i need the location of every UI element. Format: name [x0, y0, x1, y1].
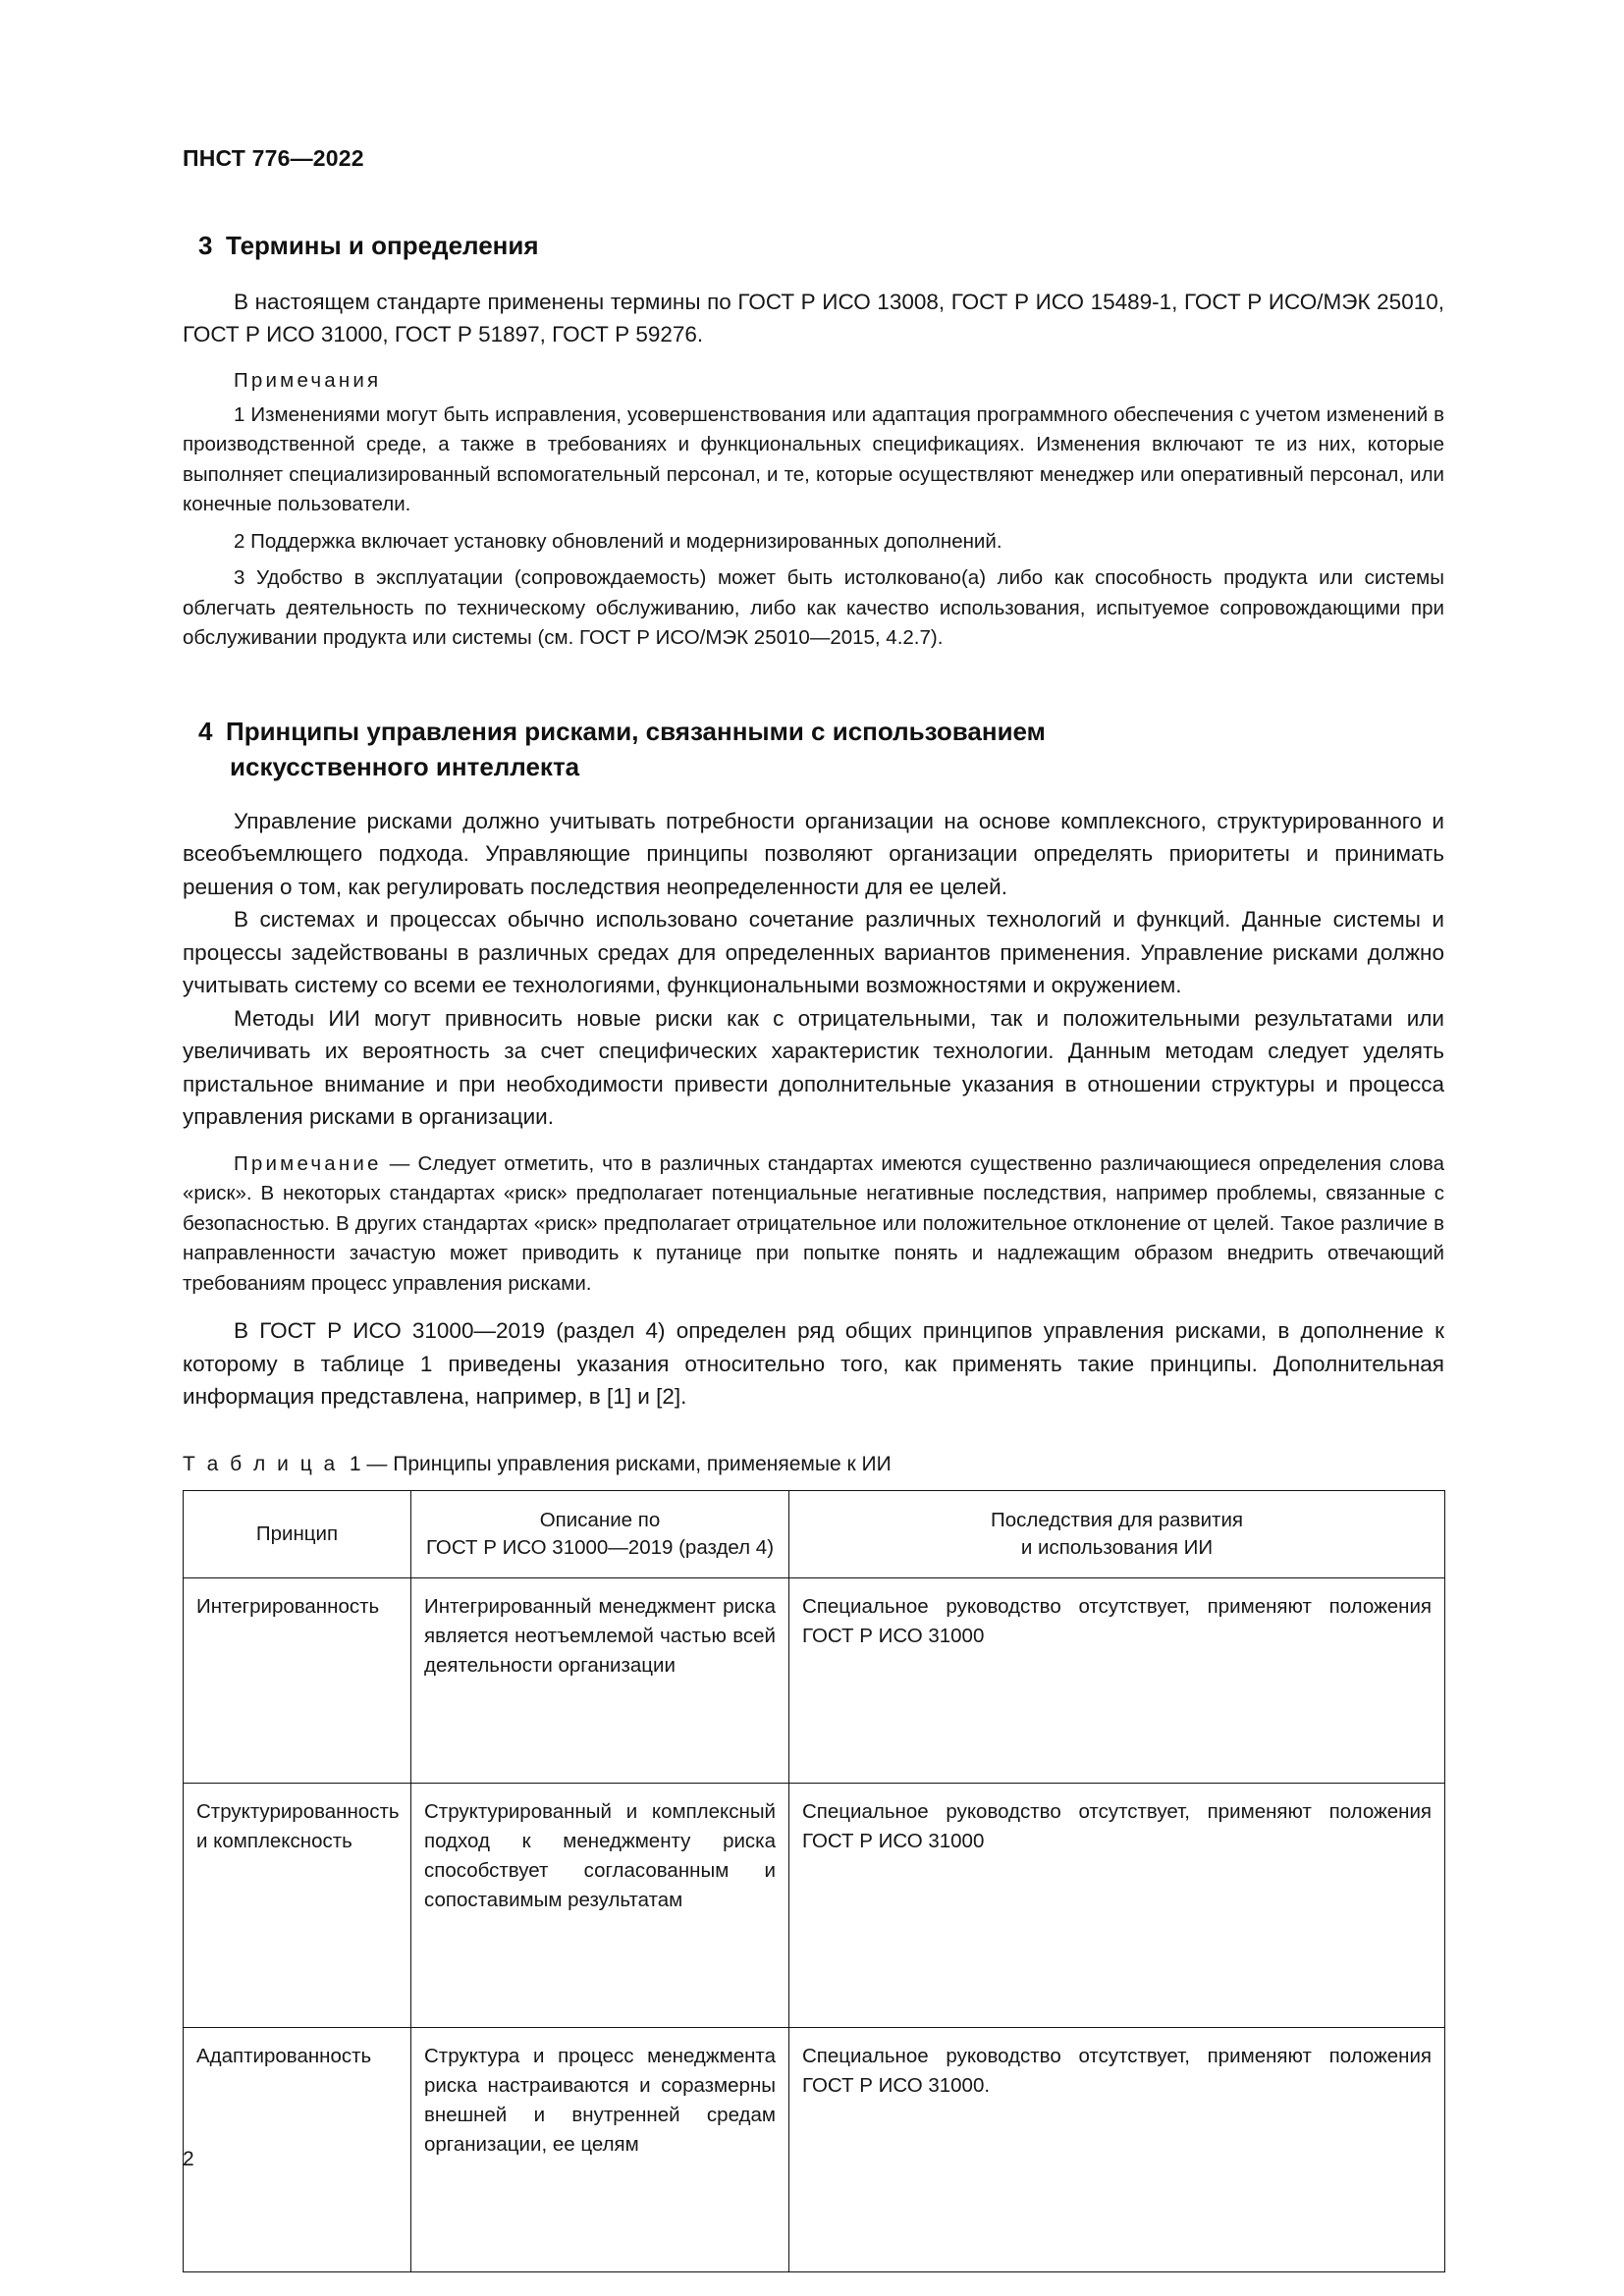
table-header-implications-line-2: и использования ИИ: [1020, 1535, 1214, 1559]
table-header-description: [411, 1490, 789, 1577]
notes-label: Примечания: [234, 368, 382, 392]
table-body: [184, 1577, 1445, 2271]
section-4-paragraph-3: Методы ИИ могут привносить новые риски как с отрицательными, так и положительными результатами или увеличивать их вероятность за счет специфических характеристик технологии. Данным методам следует уделять пристальное внимание и при необходимости привести дополнительные указания в отношении структуры и процесса управления рисками в организации.: [183, 1005, 1444, 1130]
section-3-number: 3: [198, 231, 213, 260]
section-4-note: [183, 1149, 1444, 1300]
table-row: [184, 1577, 1445, 1783]
table-cell-implications: Специальное руководство отсутствует, применяют положения ГОСТ Р ИСО 31000.: [789, 2027, 1445, 2271]
table-header-description-line-2: ГОСТ Р ИСО 31000—2019 (раздел 4): [425, 1535, 775, 1559]
section-3-title: Термины и определения: [226, 231, 539, 260]
section-4-paragraph-1: Управление рисками должно учитывать потребности организации на основе комплексного, структурированного и всеобъемлющего подхода. Управляющие принципы позволяют организации определять приоритеты и принимать решения о том, как регулировать последствия неопределенности для ее целей.: [183, 808, 1444, 899]
table-caption-label: Т а б л и ц а: [183, 1452, 339, 1475]
table-caption-number: 1: [349, 1452, 361, 1475]
section-4-closing-paragraph: В ГОСТ Р ИСО 31000—2019 (раздел 4) определен ряд общих принципов управления рисками, в дополнение к которому в таблице 1 приведены указания относительно того, как применять такие принципы. Дополнительная информация представлена, например, в [1] и [2].: [183, 1318, 1444, 1410]
table-row: [184, 2027, 1445, 2271]
page-content: [183, 145, 1444, 2272]
section-3-heading: [183, 229, 1444, 264]
table-row: [184, 1783, 1445, 2027]
table-cell-principle: Интегрированность: [184, 1577, 411, 1783]
section-4-note-text: Следует отметить, что в различных стандартах имеются существенно различающиеся определения слова «риск». В некоторых стандартах «риск» предполагает потенциальные негативные последствия, например проблемы, связанные с безопасностью. В других стандартах «риск» предполагает отрицательное или положительное отклонение от целей. Такое различие в направленности зачастую может приводить к путанице при попытке понять и надлежащим образом внедрить отвечающий требованиям процесс управления рисками.: [183, 1151, 1444, 1295]
section-4-note-dash: —: [381, 1151, 418, 1175]
section-4-title-line-1: Принципы управления рисками, связанными с использованием: [226, 716, 1046, 746]
note-item-1: 1 Изменениями могут быть исправления, усовершенствования или адаптация программного обеспечения с учетом изменений в производственной среде, а также в требованиях и функциональных спецификациях. Изменения включают те из них, которые выполняет специализированный вспомогательный персонал, и те, которые осуществляют менеджер или оперативный персонал, или конечные пользователи.: [183, 402, 1444, 516]
spacer: [183, 1299, 1444, 1314]
section-4-title-line-2: искусственного интеллекта: [230, 751, 580, 781]
principles-table: [183, 1490, 1445, 2272]
table-caption: [183, 1453, 1444, 1476]
section-4-note-label: Примечание: [234, 1151, 382, 1175]
page-number: 2: [183, 2148, 194, 2170]
table-cell-implications: Специальное руководство отсутствует, применяют положения ГОСТ Р ИСО 31000: [789, 1577, 1445, 1783]
note-item-3: 3 Удобство в эксплуатации (сопровождаемость) может быть истолковано(а) либо как способность продукта или системы облегчать деятельность по техническому обслуживанию, либо как качество использования, испытуемое сопровождающими при обслуживании продукта или системы (см. ГОСТ Р ИСО/МЭК 25010—2015, 4.2.7).: [183, 566, 1444, 650]
table-header-implications-line-1: Последствия для развития: [990, 1508, 1243, 1531]
table-header-row: [184, 1490, 1445, 1577]
table-cell-description: Структура и процесс менеджмента риска настраиваются и соразмерны внешней и внутренней средам организации, ее целям: [411, 2027, 789, 2271]
table-cell-implications: Специальное руководство отсутствует, применяют положения ГОСТ Р ИСО 31000: [789, 1783, 1445, 2027]
table-header: [184, 1490, 1445, 1577]
section-3-intro-paragraph: В настоящем стандарте применены термины по ГОСТ Р ИСО 13008, ГОСТ Р ИСО 15489-1, ГОСТ Р ИСО/МЭК 25010, ГОСТ Р ИСО 31000, ГОСТ Р 51897, ГОСТ Р 59276.: [183, 289, 1444, 347]
table-caption-dash: —: [360, 1452, 394, 1475]
table-header-description-line-1: Описание по: [539, 1508, 661, 1531]
table-cell-description: Интегрированный менеджмент риска является неотъемлемой частью всей деятельности организации: [411, 1577, 789, 1783]
table-header-implications: [789, 1490, 1445, 1577]
section-4-heading: [183, 715, 1444, 785]
note-item-2: 2 Поддержка включает установку обновлений и модернизированных дополнений.: [234, 529, 1002, 553]
section-4-number: 4: [198, 716, 213, 746]
table-cell-principle: Структурированность и комплексность: [184, 1783, 411, 2027]
table-header-principle: Принцип: [184, 1490, 411, 1577]
table-caption-title: Принципы управления рисками, применяемые к ИИ: [393, 1452, 892, 1475]
running-header: ПНСТ 776—2022: [183, 145, 364, 171]
section-4-paragraph-2: В системах и процессах обычно использовано сочетание различных технологий и функций. Данные системы и процессы задействованы в различных средах для определенных вариантов применения. Управление рисками должно учитывать систему со всеми ее технологиями, функциональными возможностями и окружением.: [183, 907, 1444, 998]
table-cell-principle: Адаптированность: [184, 2027, 411, 2271]
spacer: [183, 1134, 1444, 1149]
table-cell-description: Структурированный и комплексный подход к менеджменту риска способствует согласованным и сопоставимым результатам: [411, 1783, 789, 2027]
